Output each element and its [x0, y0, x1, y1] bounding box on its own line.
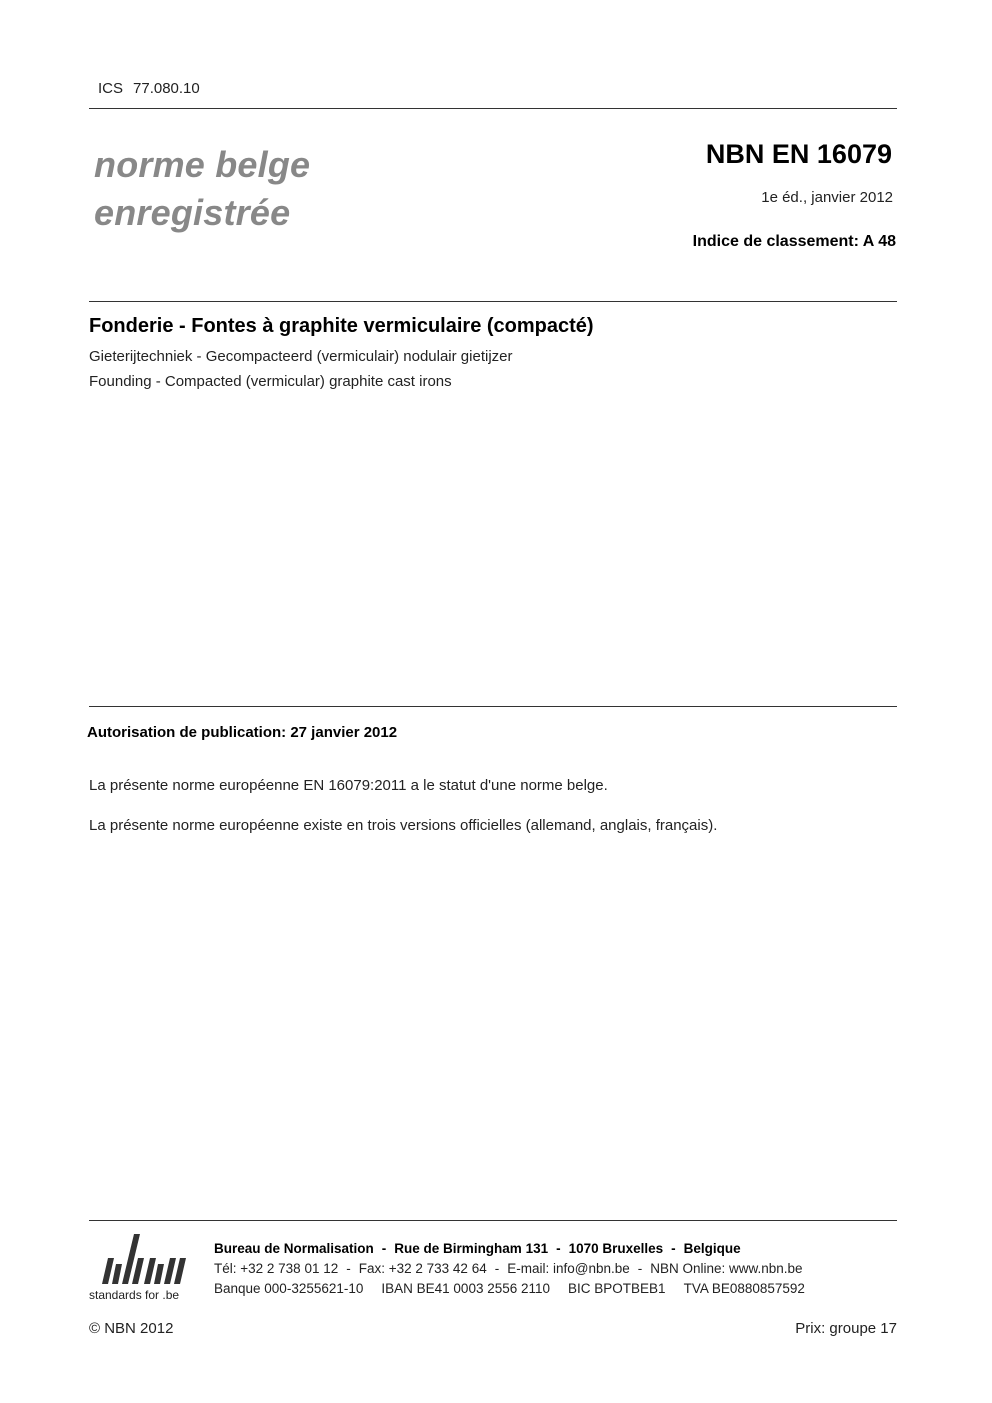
title-french: Fonderie - Fontes à graphite vermiculaire (compacté)	[89, 315, 594, 337]
website-link[interactable]: NBN Online: www.nbn.be	[650, 1261, 803, 1276]
brand-line-1: norme belge	[94, 144, 311, 185]
top-divider	[89, 108, 897, 109]
status-paragraph: La présente norme européenne EN 16079:2011 a le statut d'une norme belge.	[89, 777, 608, 794]
vat-number: TVA BE0880857592	[683, 1281, 805, 1296]
logo-tagline: standards for .be	[89, 1288, 180, 1302]
separator: -	[637, 1261, 643, 1276]
phone: Tél: +32 2 738 01 12	[214, 1261, 339, 1276]
org-street: Rue de Birmingham 131	[394, 1241, 549, 1256]
title-dutch: Gieterijtechniek - Gecompacteerd (vermiculair) nodulair gietijzer	[89, 348, 513, 365]
bank-line	[214, 1281, 805, 1296]
standard-number: NBN EN 16079	[705, 139, 892, 169]
ics-code: 77.080.10	[133, 80, 200, 97]
price-group: Prix: groupe 17	[795, 1320, 897, 1337]
body-divider	[89, 706, 897, 707]
versions-paragraph: La présente norme européenne existe en trois versions officielles (allemand, anglais, français).	[89, 817, 718, 834]
iban: IBAN BE41 0003 2556 2110	[381, 1281, 551, 1296]
org-country: Belgique	[683, 1241, 741, 1256]
email-link[interactable]: E-mail: info@nbn.be	[507, 1261, 630, 1276]
separator: -	[671, 1241, 676, 1256]
brand-line-2: enregistrée	[94, 192, 291, 233]
title-divider	[89, 301, 897, 302]
separator: -	[381, 1241, 387, 1256]
separator: -	[346, 1261, 351, 1276]
fax: Fax: +32 2 733 42 64	[358, 1261, 487, 1276]
bic: BIC BPOTBEB1	[568, 1281, 666, 1296]
edition: 1e éd., janvier 2012	[761, 189, 893, 206]
contact-line	[214, 1261, 803, 1276]
ics-line	[98, 80, 200, 97]
org-address-line	[214, 1241, 741, 1256]
org-city: 1070 Bruxelles	[568, 1241, 664, 1256]
separator: -	[556, 1241, 561, 1256]
brand-title	[94, 141, 310, 237]
org-name: Bureau de Normalisation	[214, 1241, 374, 1256]
bank-account: Banque 000-3255621-10	[214, 1281, 364, 1296]
title-english: Founding - Compacted (vermicular) graphite cast irons	[89, 373, 452, 390]
ics-label: ICS	[98, 80, 124, 97]
footer-divider	[89, 1220, 897, 1221]
separator: -	[494, 1261, 500, 1276]
publication-authorisation: Autorisation de publication: 27 janvier 2012	[87, 724, 398, 741]
classement-index: Indice de classement: A 48	[692, 233, 896, 250]
copyright: © NBN 2012	[89, 1320, 174, 1337]
